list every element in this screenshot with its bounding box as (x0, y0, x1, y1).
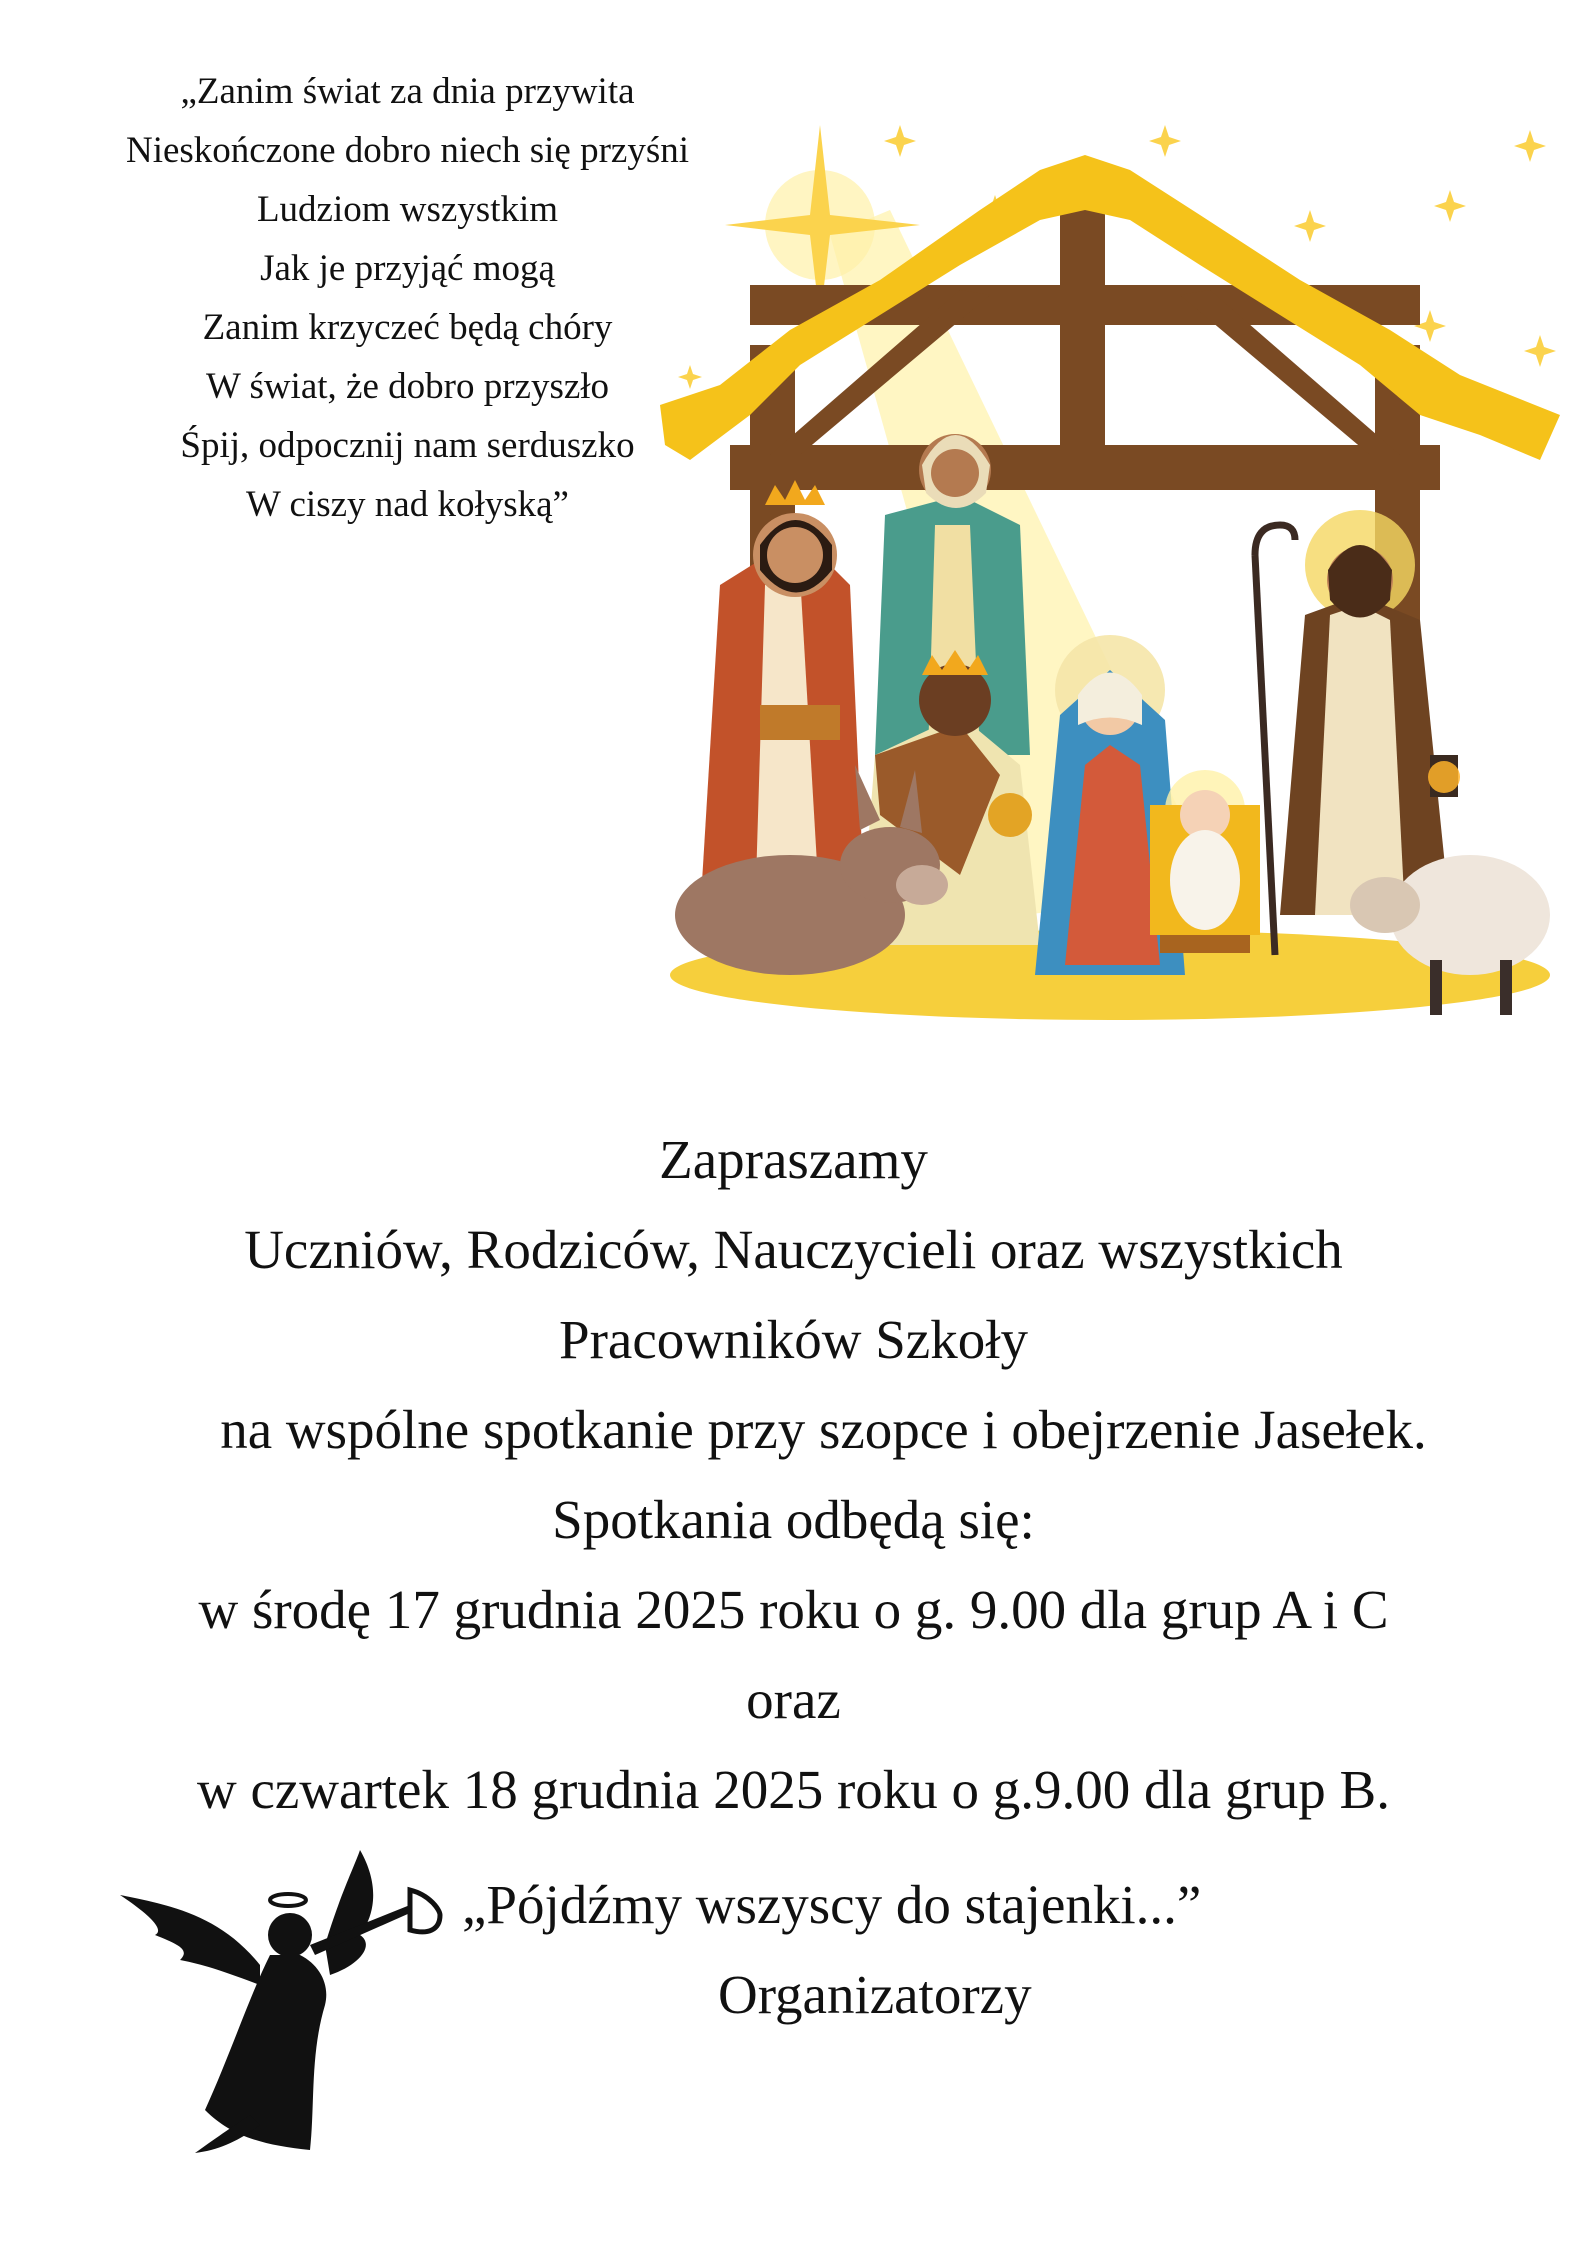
invitation-line: Pracowników Szkoły (559, 1309, 1028, 1370)
poem-line: Zanim krzyczeć będą chóry (202, 307, 613, 348)
invitation-line: na wspólne spotkanie przy szopce i obejrzenie Jasełek. (220, 1399, 1427, 1460)
poem-line: W świat, że dobro przyszło (205, 366, 610, 407)
poem-line: Ludziom wszystkim (256, 189, 559, 230)
poem-line: „Zanim świat za dnia przywita (180, 71, 635, 112)
signature: Organizatorzy (718, 1964, 1032, 2025)
angel-trumpet-icon (110, 1835, 490, 2165)
invitation-line: Spotkania odbędą się: (552, 1489, 1035, 1550)
invitation-line: oraz (746, 1669, 841, 1730)
invitation-line: Uczniów, Rodziców, Nauczycieli oraz wszystkich (244, 1219, 1343, 1280)
nativity-illustration (660, 115, 1560, 1055)
poem-line: Jak je przyjąć mogą (260, 248, 555, 289)
invitation-date-line: w środę 17 grudnia 2025 roku o g. 9.00 dla grup A i C (198, 1579, 1389, 1640)
poem-line: Śpij, odpocznij nam serduszko (180, 425, 635, 466)
king-figure (700, 480, 865, 915)
poem-line: Nieskończone dobro niech się przyśni (125, 130, 690, 171)
invitation-text (0, 1115, 1587, 1835)
invitation-date-line: w czwartek 18 grudnia 2025 roku o g.9.00 dla grup B. (197, 1759, 1390, 1820)
closing-text (440, 1860, 1440, 2040)
poem-line: W ciszy nad kołyską” (246, 484, 569, 525)
invitation-heading: Zapraszamy (659, 1129, 928, 1190)
closing-quote: „Pójdźmy wszyscy do stajenki...” (462, 1874, 1202, 1935)
